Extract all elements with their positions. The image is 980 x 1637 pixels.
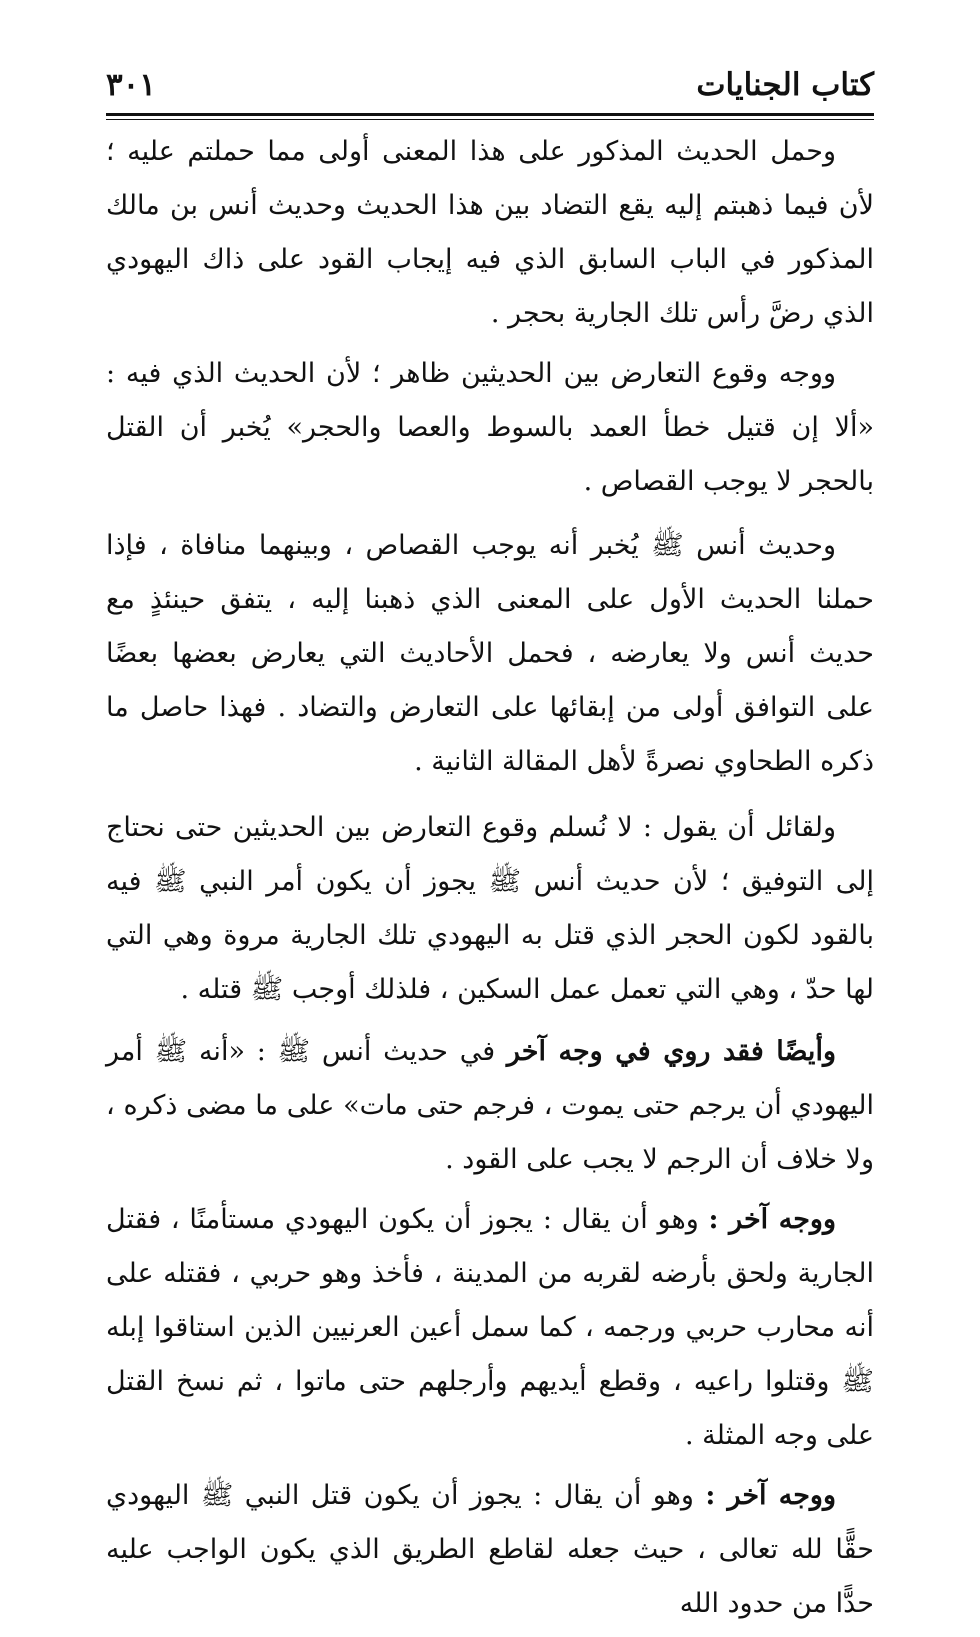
paragraph-text: ووجه وقوع التعارض بين الحديثين ظاهر ؛ لأن الحديث الذي فيه : «ألا إن قتيل خطأ العمد بالسوط والعصا والحجر» يُخبر أن القتل بالحجر لا يوجب القصاص . <box>106 358 874 497</box>
paragraph-2 <box>106 347 874 509</box>
paragraph-3 <box>106 519 874 789</box>
paragraph-text: ولقائل أن يقول : لا نُسلم وقوع التعارض بين الحديثين حتى نحتاج إلى التوفيق ؛ لأن حديث أنس ﷺ يجوز أن يكون أمر النبي ﷺ فيه بالقود لكون الحجر الذي قتل به اليهودي تلك الجارية مروة وهي التي لها حدّ ، وهي التي تعمل عمل السكين ، فلذلك أوجب ﷺ قتله . <box>106 812 874 1005</box>
page-number: ٣٠١ <box>106 67 156 103</box>
paragraph-text: في حديث أنس ﷺ : «أنه ﷺ أمر اليهودي أن يرجم حتى يموت ، فرجم حتى مات» على ما مضى ذكره ، ولا خلاف أن الرجم لا يجب على القود . <box>106 1036 874 1175</box>
paragraph-lead: وأيضًا فقد روي في وجه آخر <box>506 1036 836 1067</box>
paragraph-lead: ووجه آخر : <box>705 1480 836 1511</box>
paragraph-1 <box>106 125 874 341</box>
body-text <box>106 125 874 1637</box>
paragraph-text: وحمل الحديث المذكور على هذا المعنى أولى مما حملتم عليه ؛ لأن فيما ذهبتم إليه يقع التضاد بين هذا الحديث وحديث أنس بن مالك المذكور في الباب السابق الذي فيه إيجاب القود على ذاك اليهودي الذي رضَّ رأس تلك الجارية بحجر . <box>106 136 874 329</box>
paragraph-lead: ووجه آخر : <box>708 1204 836 1235</box>
paragraph-5 <box>106 1025 874 1187</box>
running-title: كتاب الجنايات <box>696 67 874 103</box>
paragraph-4 <box>106 801 874 1017</box>
header-rule-thick <box>106 113 874 116</box>
paragraph-text: وحديث أنس ﷺ يُخبر أنه يوجب القصاص ، وبينهما منافاة ، فإذا حملنا الحديث الأول على المعنى الذي ذهبنا إليه ، يتفق حينئذٍ مع حديث أنس ولا يعارضه ، فحمل الأحاديث التي يعارض بعضها بعضًا على التوافق أولى من إبقائها على التعارض والتضاد . فهذا حاصل ما ذكره الطحاوي نصرةً لأهل المقالة الثانية . <box>106 530 874 777</box>
paragraph-7 <box>106 1469 874 1631</box>
page-header <box>106 62 874 114</box>
paragraph-6 <box>106 1193 874 1463</box>
paragraph-text: وهو أن يقال : يجوز أن يكون اليهودي مستأمنًا ، فقتل الجارية ولحق بأرضه لقربه من المدينة ، فأخذ وهو حربي ، فقتله على أنه محارب حربي ورجمه ، كما سمل أعين العرنيين الذين استاقوا إبله ﷺ وقتلوا راعيه ، وقطع أيديهم وأرجلهم حتى ماتوا ، ثم نسخ القتل على وجه المثلة . <box>106 1204 874 1451</box>
header-rule-thin <box>106 119 874 120</box>
paragraph-text: وهو أن يقال : يجوز أن يكون قتل النبي ﷺ اليهودي حقًّا لله تعالى ، حيث جعله لقاطع الطريق الذي يكون الواجب عليه حدًّا من حدود الله <box>106 1480 874 1619</box>
